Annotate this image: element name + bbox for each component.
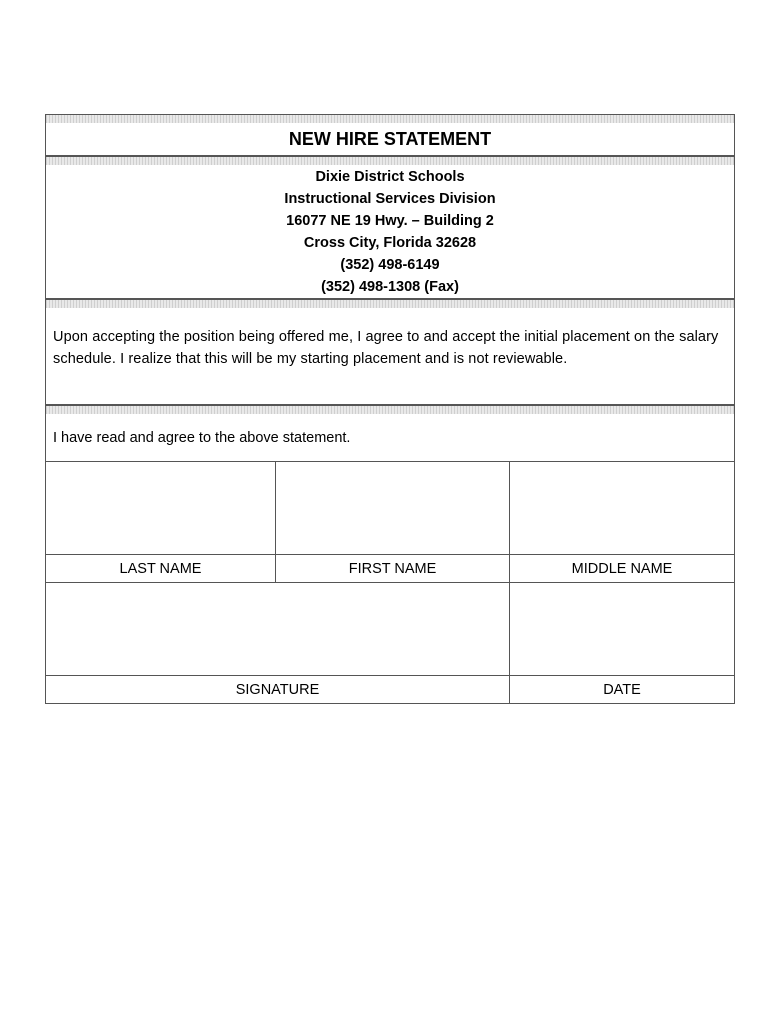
- signature-label-row: [46, 676, 734, 704]
- signature-entry-row: [46, 583, 734, 676]
- street-address: 16077 NE 19 Hwy. – Building 2: [286, 212, 494, 229]
- first-name-label: FIRST NAME: [276, 555, 510, 582]
- phone-number: (352) 498-6149: [340, 256, 440, 273]
- date-field[interactable]: [510, 583, 734, 675]
- agreement-statement: I have read and agree to the above statement.: [46, 414, 734, 462]
- form-title: NEW HIRE STATEMENT: [46, 123, 734, 156]
- district-name: Dixie District Schools: [315, 168, 465, 185]
- name-entry-row: [46, 462, 734, 555]
- signature-label: SIGNATURE: [46, 676, 510, 703]
- shaded-divider: [46, 299, 734, 308]
- name-label-row: [46, 555, 734, 583]
- division-name: Instructional Services Division: [284, 190, 496, 207]
- address-block: [46, 165, 734, 299]
- shaded-divider: [46, 156, 734, 165]
- date-label: DATE: [603, 681, 641, 698]
- middle-name-label: MIDDLE NAME: [571, 560, 673, 577]
- new-hire-form: [45, 114, 735, 704]
- shaded-divider: [46, 114, 734, 123]
- city-state-zip: Cross City, Florida 32628: [303, 234, 477, 251]
- middle-name-field[interactable]: [510, 462, 734, 554]
- shaded-divider: [46, 405, 734, 414]
- fax-number: (352) 498-1308 (Fax): [321, 278, 459, 295]
- last-name-label: LAST NAME: [46, 555, 276, 582]
- first-name-field[interactable]: [276, 462, 510, 554]
- signature-field[interactable]: [46, 583, 510, 675]
- placement-statement: Upon accepting the position being offered me, I agree to and accept the initial placement on the salary schedule. I realize that this will be my starting placement and is not reviewable.: [46, 308, 734, 405]
- last-name-field[interactable]: [46, 462, 276, 554]
